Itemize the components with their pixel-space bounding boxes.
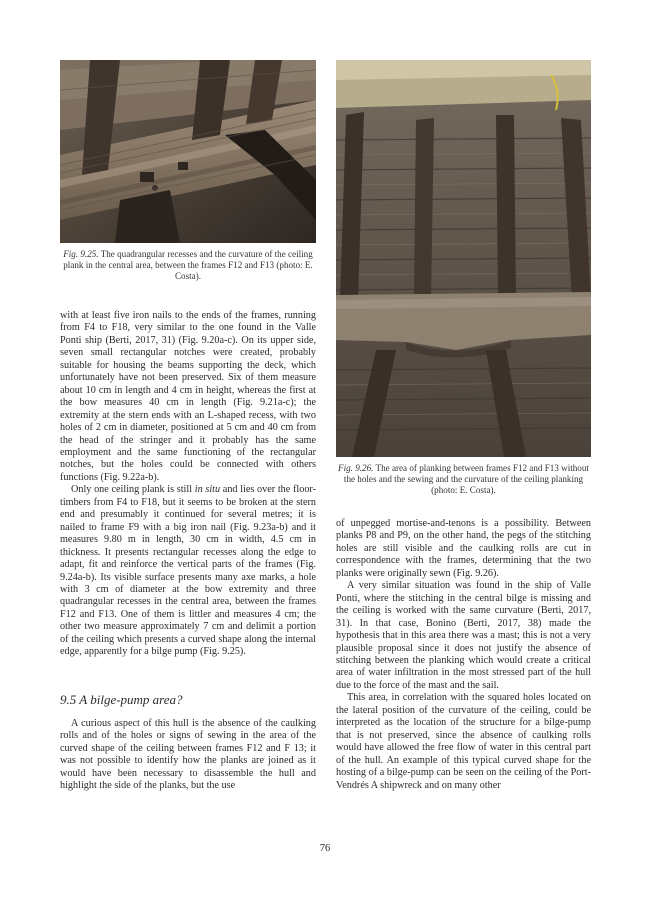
right-column xyxy=(336,518,591,792)
paragraph: A curious aspect of this hull is the absence of the caulking rolls and of the holes or signs of sewing in the area of the curved shape of the ceiling between frames F12 and F 13; it was not possible to identify how the planks are joined as it would have been necessary to disassemble the hull and highlight the side of the planks, but the use xyxy=(60,718,316,792)
paragraph xyxy=(60,484,316,658)
page-number: 76 xyxy=(319,843,331,854)
figure-label: Fig. 9.25. xyxy=(63,249,99,259)
paragraph: A very similar situation was found in the ship of Valle Ponti, where the stitching in the central bilge is missing and the ceiling is worked with the same curvature (Berti, 2017, 31). In that case, Bonino (Berti, 2017, 38) made the hypothesis that in this area there was a mast; this is not a very plausible proposal since it does not justify the absence of stitching between the planking which would create a critical area of water infiltration in the most stressed part of the hull due to the force of the mast and the sail. xyxy=(336,580,591,691)
paragraph: with at least five iron nails to the ends of the frames, running from F4 to F18, very similar to the one found in the Valle Ponti ship (Berti, 2017, 31) (Fig. 9.20a-c). On its upper side, seven small rectangular notches were created, probably suitable for housing the beams supporting the deck, which unfortunately have not been preserved. Six of them measure about 10 cm in length and 4 cm in height, whereas the first at the bow measures 40 cm in length (Fig. 9.21a-c); the extremity at the stern ends with an L-shaped recess, with two holes of 2 cm in diameter, positioned at 5 cm and 40 cm from the head of the stringer and it probably has the same employment and the same functioning of the rectangular notches, but the holes could be connected with others functions (Fig. 9.22a-b). xyxy=(60,310,316,483)
paragraph-emphasis: in situ xyxy=(194,484,221,496)
left-column xyxy=(60,310,316,659)
section-heading: 9.5 A bilge-pump area? xyxy=(60,692,183,707)
figure-caption-text: The area of planking between frames F12 and F13 without the holes and the sewing and the curvature of the ceiling planking (photo: E. Costa). xyxy=(343,463,589,496)
figure-label: Fig. 9.26. xyxy=(338,463,374,473)
photo-ceiling-plank-recesses xyxy=(60,60,316,243)
paragraph: This area, in correlation with the squared holes located on the lateral position of the curvature of the ceiling, could be interpreted as the location of the structure for a bilge-pump that is not preserved, since the absence of caulking rolls would have allowed the free flow of water in this central part of the hull. An example of this typical curved shape for the hosting of a bilge-pump can be seen on the ceiling of the Port-Vendrés A shipwreck and on many other xyxy=(336,692,591,791)
figure-caption-text: The quadrangular recesses and the curvature of the ceiling plank in the central area, between the frames F12 and F13 (photo: E. Costa). xyxy=(63,249,313,282)
photo-planking-area xyxy=(336,60,591,457)
figure-caption xyxy=(336,463,591,497)
paragraph-text: Only one ceiling plank is still xyxy=(71,484,195,496)
paragraph-text: and lies over the floor-timbers from F4 to F18, but it seems to be broken at the stern end and presumably it continued for several metres; it is nailed to frame F9 with a big iron nail (Fig. 9.23a-b) and it measures 9.80 m in length, 30 cm in width, 4.5 cm in thickness. It presents rectangular recesses along the edge to adapt, fit and reinforce the vertical parts of the frames (Fig. 9.24a-b). Its visible surface presents many axe marks, a hole with 3 cm of diameter at the bow extremity and three quadrangular recesses in the central area, between the frames F12 and F13. One of them is littler and measures 4 cm; the other two measure approximately 7 cm and delimit a portion of the ceiling which presents a curved shape along the internal edge, apparently for a bilge pump (Fig. 9.25). xyxy=(60,484,316,658)
paragraph: of unpegged mortise-and-tenons is a possibility. Between planks P8 and P9, on the other hand, the pegs of the stitching holes are still visible and the caulking rolls are cut in correspondence with the frames, determining that the two planks were originally sewn (Fig. 9.26). xyxy=(336,518,591,579)
left-column-continued xyxy=(60,718,316,793)
figure-caption xyxy=(60,249,316,283)
